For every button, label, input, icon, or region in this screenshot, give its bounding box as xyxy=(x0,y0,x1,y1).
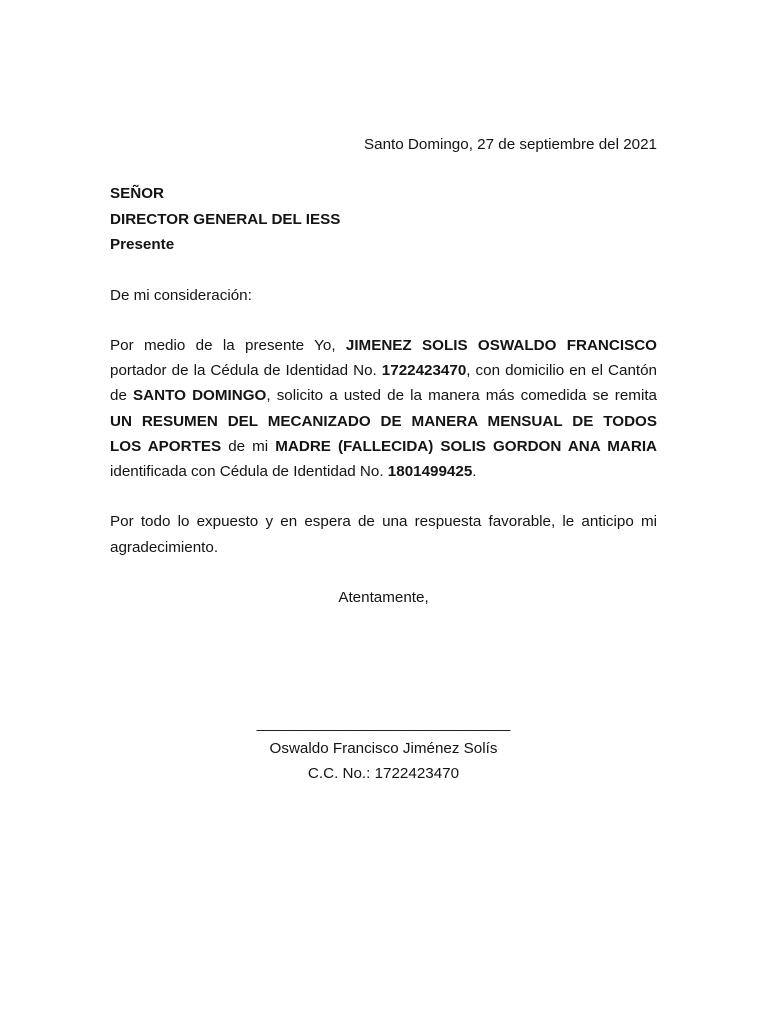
body-text: , solicito a usted de la manera más comedida se remita xyxy=(266,387,657,405)
sender-id-number: 1722423470 xyxy=(381,362,467,380)
request-subject-continued: LOS APORTES xyxy=(110,437,222,455)
paragraph-line xyxy=(110,383,657,408)
body-text: de xyxy=(110,387,134,405)
closing: Atentamente, xyxy=(338,589,429,606)
recipient-title: SEÑOR xyxy=(110,185,165,202)
deceased-id-number: 1801499425 xyxy=(387,463,473,481)
signer-id: C.C. No.: 1722423470 xyxy=(307,765,460,782)
body-text: , con domicilio en el Cantón xyxy=(466,362,657,380)
place-date: Santo Domingo, 27 de septiembre del 2021 xyxy=(364,136,657,153)
body-paragraph-2 xyxy=(110,509,657,561)
paragraph-line xyxy=(110,509,657,535)
body-text: agradecimiento. xyxy=(110,539,219,556)
body-text: de mi xyxy=(221,437,276,455)
paragraph-line xyxy=(110,358,657,383)
body-text: Por todo lo expuesto y en espera de una respuesta favorable, le anticipo mi xyxy=(110,513,657,530)
paragraph-line xyxy=(110,333,657,358)
paragraph-line xyxy=(110,409,657,434)
signer-name: Oswaldo Francisco Jiménez Solís xyxy=(269,740,498,757)
paragraph-line xyxy=(110,459,657,484)
body-text: identificada con Cédula de Identidad No. xyxy=(110,463,388,481)
recipient-block xyxy=(110,181,657,258)
paragraph-line xyxy=(110,535,657,561)
signature-line: ______________________________ xyxy=(256,715,511,732)
body-text: . xyxy=(472,463,477,481)
paragraph-line xyxy=(110,434,657,459)
body-text: Por medio de la presente Yo, xyxy=(110,337,346,354)
recipient-position: DIRECTOR GENERAL DEL IESS xyxy=(110,210,341,228)
salutation: De mi consideración: xyxy=(110,287,252,304)
body-text: portador de la Cédula de Identidad No. xyxy=(110,362,382,380)
sender-name: JIMENEZ SOLIS OSWALDO FRANCISCO xyxy=(345,337,657,354)
canton-name: SANTO DOMINGO xyxy=(133,387,267,405)
deceased-mother-name: MADRE (FALLECIDA) SOLIS GORDON ANA MARIA xyxy=(275,437,658,455)
body-paragraph-1 xyxy=(110,333,657,484)
recipient-presente: Presente xyxy=(110,236,175,253)
request-subject: UN RESUMEN DEL MECANIZADO DE MANERA MENSUAL DE TODOS xyxy=(110,412,657,430)
